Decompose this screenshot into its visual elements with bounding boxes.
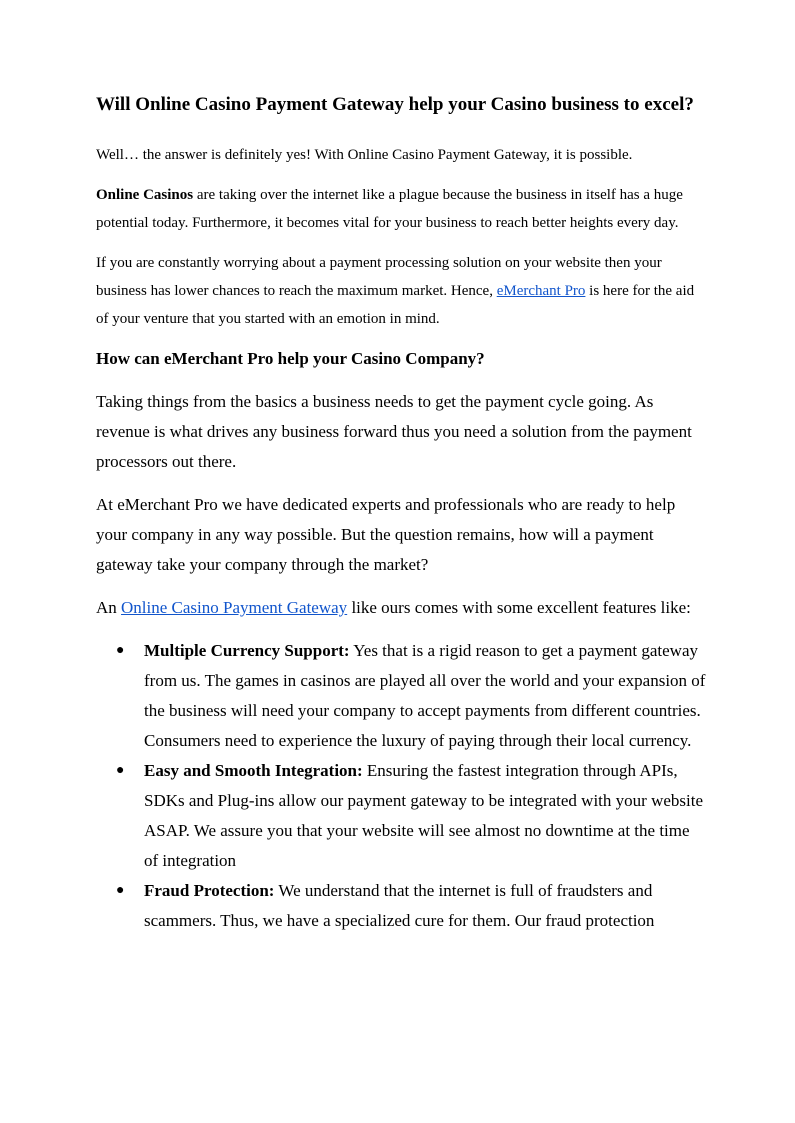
document-body <box>96 90 706 936</box>
feature-item-fraud-protection <box>96 876 706 936</box>
features-list <box>96 636 706 936</box>
online-casinos-bold: Online Casinos <box>96 187 194 203</box>
online-casinos-text: are taking over the internet like a plague because the business in itself has a huge potential today. Furthermore, it becomes vital for your business to reach better heights every day. <box>96 187 683 231</box>
bullet-icon: ● <box>116 643 125 658</box>
features-intro-paragraph <box>96 593 706 623</box>
feature-text: Ensuring the fastest integration through APIs, SDKs and Plug-ins allow our payment gateway to be integrated with your website ASAP. We assure you that your website will see almost no downtime at the time of integration <box>144 761 703 870</box>
payment-worry-paragraph <box>96 249 706 333</box>
online-casino-payment-gateway-link[interactable]: Online Casino Payment Gateway <box>121 598 348 617</box>
payment-worry-text-before: If you are constantly worrying about a payment processing solution on your website then your business has lower chances to reach the maximum market. Hence, <box>96 255 662 299</box>
features-intro-text-before: An <box>96 598 122 617</box>
emerchant-pro-link[interactable]: eMerchant Pro <box>496 283 586 299</box>
feature-text: We understand that the internet is full of fraudsters and scammers. Thus, we have a specialized cure for them. Our fraud protection <box>144 881 655 930</box>
feature-item-integration <box>96 756 706 876</box>
section-heading: How can eMerchant Pro help your Casino Company? <box>96 349 485 368</box>
feature-text: Yes that is a rigid reason to get a payment gateway from us. The games in casinos are played all over the world and your expansion of the business will need your company to accept payments from different countries. Consumers need to experience the luxury of paying through their local currency. <box>144 641 706 750</box>
feature-title: Multiple Currency Support: <box>144 641 350 660</box>
bullet-icon: ● <box>116 883 125 898</box>
experts-paragraph: At eMerchant Pro we have dedicated experts and professionals who are ready to help your company in any way possible. But the question remains, how will a payment gateway take your company through the market? <box>96 495 676 574</box>
feature-title: Easy and Smooth Integration: <box>144 761 363 780</box>
intro-paragraph: Well… the answer is definitely yes! With Online Casino Payment Gateway, it is possible. <box>96 147 633 163</box>
feature-item-multiple-currency <box>96 636 706 756</box>
feature-title: Fraud Protection: <box>144 881 275 900</box>
bullet-icon: ● <box>116 763 125 778</box>
features-intro-text-after: like ours comes with some excellent features like: <box>347 598 691 617</box>
basics-paragraph: Taking things from the basics a business needs to get the payment cycle going. As revenue is what drives any business forward thus you need a solution from the payment processors out there. <box>96 392 692 471</box>
payment-worry-text-after: is here for the aid of your venture that you started with an emotion in mind. <box>96 283 695 327</box>
page-title: Will Online Casino Payment Gateway help your Casino business to excel? <box>96 94 694 115</box>
online-casinos-paragraph <box>96 181 706 237</box>
